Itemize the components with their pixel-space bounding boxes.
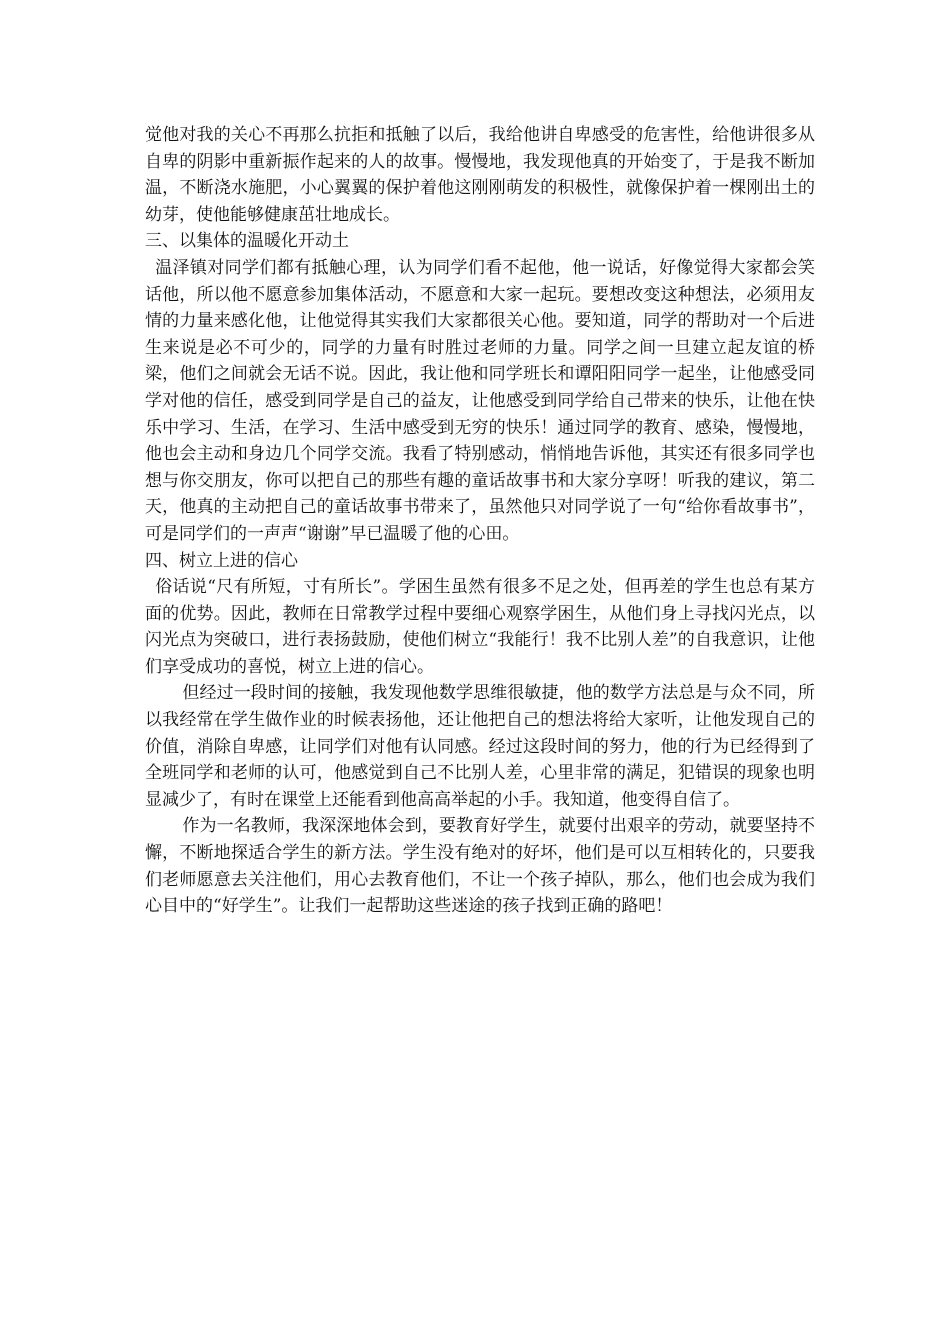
section-heading-three: 三、以集体的温暖化开动土 xyxy=(145,231,349,252)
paragraph-continuation: 觉他对我的关心不再那么抗拒和抵触了以后，我给他讲自卑感受的危害性，给他讲很多从自卑的阴影中重新振作起来的人的故事。慢慢地，我发现他真的开始变了，于是我不断加温，不断浇水施肥，小心翼翼的保护着他这刚刚萌发的积极性，就像保护着一棵刚出土的幼芽，使他能够健康茁壮地成长。 xyxy=(145,125,815,225)
paragraph-confidence-intro: 俗话说“尺有所短，寸有所长”。学困生虽然有很多不足之处，但再差的学生也总有某方面的优势。因此，教师在日常教学过程中要细心观察学困生，从他们身上寻找闪光点，以闪光点为突破口，进行表扬鼓励，使他们树立“我能行！我不比别人差”的自我意识，让他们享受成功的喜悦，树立上进的信心。 xyxy=(145,577,815,677)
section-heading-four: 四、树立上进的信心 xyxy=(145,550,298,571)
paragraph-collective-warmth: 温泽镇对同学们都有抵触心理，认为同学们看不起他，他一说话，好像觉得大家都会笑话他，所以他不愿意参加集体活动，不愿意和大家一起玩。要想改变这种想法，必须用友情的力量来感化他，让他觉得其实我们大家都很关心他。要知道，同学的帮助对一个后进生来说是必不可少的，同学的力量有时胜过老师的力量。同学之间一旦建立起友谊的桥梁，他们之间就会无话不说。因此，我让他和同学班长和谭阳阳同学一起坐，让他感受同学对他的信任，感受到同学是自己的益友，让他感受到同学给自己带来的快乐，让他在快乐中学习、生活，在学习、生活中感受到无穷的快乐！通过同学的教育、感染，慢慢地，他也会主动和身边几个同学交流。我看了特别感动，悄悄地告诉他，其实还有很多同学也想与你交朋友，你可以把自己的那些有趣的童话故事书和大家分享呀！听我的建议，第二天，他真的主动把自己的童话故事书带来了，虽然他只对同学说了一句“给你看故事书”，可是同学们的一声声“谢谢”早已温暖了他的心田。 xyxy=(145,257,815,544)
document-body xyxy=(145,122,815,920)
paragraph-teacher-reflection: 作为一名教师，我深深地体会到，要教育好学生，就要付出艰辛的劳动，就要坚持不懈，不断地探适合学生的新方法。学生没有绝对的好坏，他们是可以互相转化的，只要我们老师愿意去关注他们，用心去教育他们，不让一个孩子掉队，那么，他们也会成为我们心目中的“好学生”。让我们一起帮助这些迷途的孩子找到正确的路吧！ xyxy=(145,816,815,917)
paragraph-math-praise: 但经过一段时间的接触，我发现他数学思维很敏捷，他的数学方法总是与众不同，所以我经常在学生做作业的时候表扬他，还让他把自己的想法将给大家听，让他发现自己的价值，消除自卑感，让同学们对他有认同感。经过这段时间的努力，他的行为已经得到了全班同学和老师的认可，他感觉到自己不比别人差，心里非常的满足，犯错误的现象也明显减少了，有时在课堂上还能看到他高高举起的小手。我知道，他变得自信了。 xyxy=(145,683,815,810)
